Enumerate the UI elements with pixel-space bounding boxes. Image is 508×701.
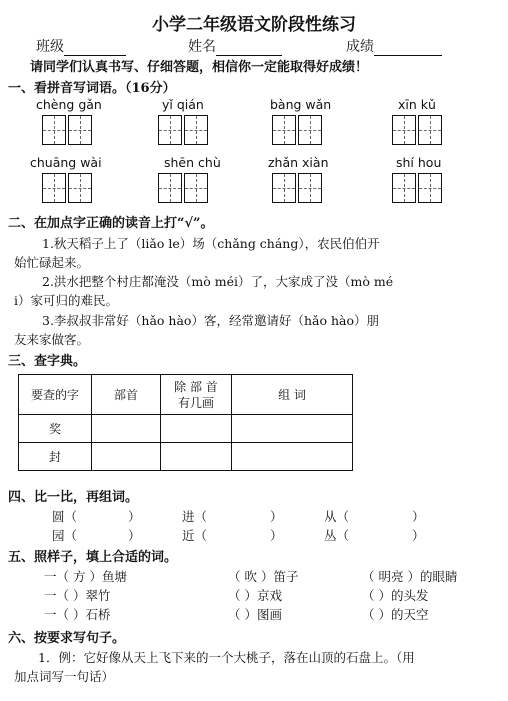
- section-4-heading: 四、比一比，再组词。: [8, 490, 139, 505]
- name-blank[interactable]: [216, 41, 282, 56]
- question-6-1-line1: 1．例：它好像从天上飞下来的一个大桃子，落在山顶的石盘上。（用: [38, 650, 415, 665]
- compare-close: ）: [128, 528, 141, 543]
- table-cell-blank[interactable]: [232, 415, 353, 443]
- question-6-1-line2: 加点词写一句话）: [14, 669, 115, 684]
- score-blank[interactable]: [374, 41, 442, 56]
- table-cell-blank[interactable]: [232, 443, 353, 471]
- compare-close: ）: [412, 528, 425, 543]
- class-label: 班级: [36, 39, 64, 55]
- question-2-1-line2: 始忙碌起来。: [14, 255, 90, 270]
- fill-item: （ 吹 ）笛子: [228, 569, 299, 584]
- compare-item: 园（: [52, 528, 78, 543]
- table-cell-blank[interactable]: [161, 443, 232, 471]
- pinyin-2: yǐ qián: [162, 97, 204, 112]
- score-label: 成绩: [346, 39, 374, 55]
- dictionary-table: [18, 374, 353, 471]
- pinyin-7: zhǎn xiàn: [268, 155, 329, 170]
- question-2-3-line2: 友来家做客。: [14, 332, 90, 347]
- fill-item: （ 明亮 ）的眼睛: [362, 569, 458, 584]
- class-blank[interactable]: [64, 41, 126, 56]
- fill-item: （ ）的头发: [362, 588, 429, 603]
- page-title: 小学二年级语文阶段性练习: [152, 15, 356, 35]
- table-row-char-1: 奖: [19, 415, 92, 443]
- question-2-2-line2: i）家可归的难民。: [14, 293, 118, 308]
- section-2-heading: 二、在加点字正确的读音上打“√”。: [8, 216, 214, 231]
- pinyin-6: shēn chù: [164, 155, 221, 170]
- score-field: [346, 36, 442, 56]
- col-header-strokes: 除 部 首 有几画: [161, 375, 232, 415]
- fill-item: （ ）图画: [228, 607, 282, 622]
- pinyin-5: chuāng wài: [30, 155, 102, 170]
- table-cell-blank[interactable]: [92, 443, 161, 471]
- compare-close: ）: [128, 509, 141, 524]
- question-2-1-line1: 1.秋天稻子上了（liǎo le）场（chǎng cháng），农民伯伯开: [42, 236, 380, 251]
- instruction-note: 请同学们认真书写、仔细答题，相信你一定能取得好成绩！: [30, 60, 369, 75]
- pinyin-8: shí hou: [396, 155, 442, 170]
- compare-close: ）: [412, 509, 425, 524]
- compare-close: ）: [270, 509, 283, 524]
- pinyin-1: chèng gǎn: [36, 97, 102, 112]
- fill-item: 一（ 方 ）鱼塘: [44, 569, 127, 584]
- section-1-heading: 一、看拼音写词语。（16分）: [8, 81, 176, 96]
- name-field: [188, 36, 282, 56]
- fill-item: 一（ ）石桥: [44, 607, 111, 622]
- section-6-heading: 六、按要求写句子。: [8, 631, 126, 646]
- compare-item: 进（: [182, 509, 208, 524]
- fill-item: （ ）的天空: [362, 607, 429, 622]
- col-header-words: 组 词: [232, 375, 353, 415]
- col-header-radical: 部首: [92, 375, 161, 415]
- name-label: 姓名: [188, 39, 216, 55]
- compare-item: 近（: [182, 528, 208, 543]
- table-row-char-2: 封: [19, 443, 92, 471]
- section-3-heading: 三、查字典。: [8, 354, 87, 369]
- fill-item: （ ）京戏: [228, 588, 282, 603]
- pinyin-3: bàng wǎn: [270, 97, 332, 112]
- question-2-3-line1: 3.李叔叔非常好（hǎo hào）客，经常邀请好（hǎo hào）朋: [42, 313, 379, 328]
- compare-item: 圆（: [52, 509, 78, 524]
- section-5-heading: 五、照样子，填上合适的词。: [8, 550, 178, 565]
- pinyin-4: xīn kǔ: [398, 97, 436, 112]
- table-cell-blank[interactable]: [161, 415, 232, 443]
- class-field: [36, 36, 126, 56]
- table-cell-blank[interactable]: [92, 415, 161, 443]
- col-header-char: 要查的字: [19, 375, 92, 415]
- question-2-2-line1: 2.洪水把整个村庄都淹没（mò méi）了，大家成了没（mò mé: [42, 274, 394, 289]
- fill-item: 一（ ）翠竹: [44, 588, 111, 603]
- compare-item: 从（: [324, 509, 350, 524]
- compare-item: 丛（: [324, 528, 350, 543]
- compare-close: ）: [270, 528, 283, 543]
